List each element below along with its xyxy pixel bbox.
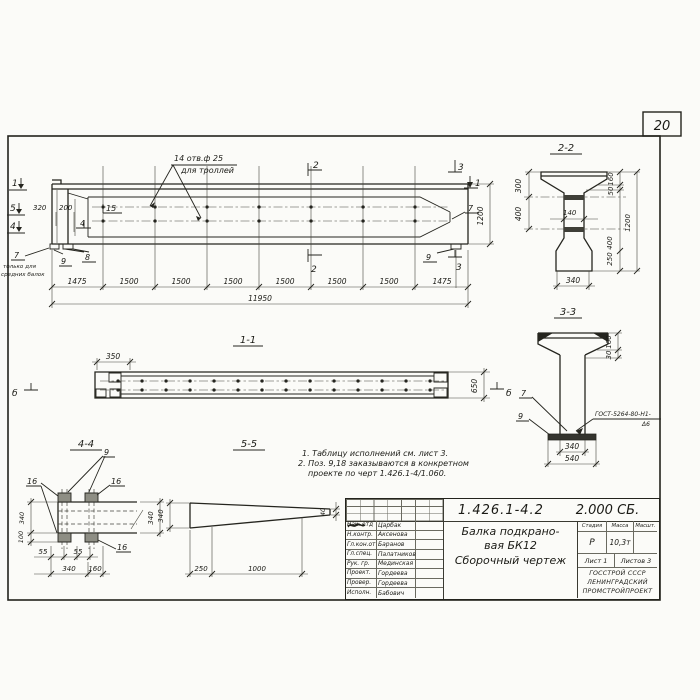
dim-seg-8: 1475 [432, 277, 452, 286]
elevation-view [1, 154, 494, 308]
sig-name: Аксенова [377, 531, 416, 540]
sig-role: Исполн. [346, 588, 377, 598]
support-pads [50, 244, 461, 249]
dim-250: 250 [606, 252, 614, 266]
pos-7: 7 [521, 389, 527, 398]
dim-seg-6: 1500 [327, 277, 347, 286]
pos-label-9: 9 [61, 257, 67, 266]
sig-name: Палатников [378, 550, 416, 558]
org-line3: ПРОМСТРОЙПРОЕКТ [582, 587, 653, 595]
pos-16-right: 16 [111, 477, 122, 486]
signature-mark [416, 579, 443, 588]
drawing-title-line3: Сборочный чертеж [454, 553, 567, 567]
section-2-2-title: 2-2 [557, 143, 575, 154]
dim-340-right: 340 [147, 511, 155, 525]
sig-row [346, 588, 443, 598]
section-mark-3-top: 3 [458, 163, 464, 173]
dim-160-sec44: 160 [88, 565, 102, 573]
section-5-5-title: 5-5 [240, 439, 258, 450]
signature-table [346, 521, 443, 598]
dim-55-b: 55 [73, 548, 83, 556]
note-only-line2: средних балок [1, 272, 45, 278]
dim-160-sec33: 160 [605, 335, 613, 349]
stage-header: Стадия [578, 521, 607, 531]
pos-16-bottom: 16 [117, 543, 128, 552]
notes-block [298, 449, 469, 478]
section-mark-2-top: 2 [313, 161, 319, 171]
mass-header: Масса [607, 521, 634, 531]
page-number: 20 [653, 119, 671, 134]
dim-400-left: 400 [514, 206, 523, 222]
section-4-4-title: 4-4 [77, 439, 95, 450]
doc-number-row [444, 499, 657, 521]
section-3-3-title: 3-3 [559, 307, 577, 318]
plan-holes [118, 381, 430, 390]
note-line-2: 2. Поз. 9,18 заказываются в конкретном [298, 459, 469, 468]
dim-300: 300 [514, 178, 523, 194]
signature-mark [416, 550, 443, 559]
weld-note: ГОСТ-5264-80-Н1- [595, 411, 651, 418]
sig-role: Гл.спец. [346, 550, 377, 559]
dim-350: 350 [105, 352, 121, 361]
dim-340-left: 340 [18, 511, 26, 525]
section-mark-b-left: б [12, 389, 18, 399]
section-mark-3-bottom: 3 [456, 263, 462, 273]
revision-grid [346, 499, 443, 521]
stage-values-row [578, 532, 657, 554]
holes-note-line2: для троллей [181, 166, 234, 175]
drawing-title-line1: Балка подкрано- [461, 525, 560, 538]
sig-role: Рук. гр. [346, 560, 377, 569]
section-2-2 [514, 143, 640, 290]
dim-seg-3: 1500 [171, 277, 191, 286]
sheet-count-row [578, 554, 657, 568]
sig-name: Баранов [377, 540, 416, 549]
dim-340-sec55: 340 [157, 509, 165, 523]
pos-label-8: 8 [85, 253, 91, 262]
dim-seg-4: 1500 [223, 277, 243, 286]
dim-1200-sec: 1200 [624, 214, 632, 232]
sig-row [346, 579, 443, 589]
stage-value: Р [578, 532, 607, 553]
mass-value: 10,3т [607, 532, 634, 553]
sig-name: Мединская [377, 560, 416, 569]
sig-name: Гордеева [377, 569, 416, 578]
dim-seg-7: 1500 [379, 277, 399, 286]
dim-total: 11950 [248, 294, 272, 303]
dim-1000: 1000 [248, 565, 266, 573]
dim-340-bottom: 340 [62, 565, 76, 573]
dim-seg-2: 1500 [119, 277, 139, 286]
dim-50: 50 [607, 186, 615, 196]
doc-number: 1.426.1-4.2 [457, 502, 544, 518]
section-mark-b-right: б [506, 389, 512, 399]
dim-40: 40 [319, 507, 327, 517]
dim-55-a: 55 [38, 548, 48, 556]
section-4-4 [17, 439, 164, 577]
dim-30: 30 [605, 350, 613, 360]
section-1-1 [12, 335, 512, 402]
sig-role: Проект. [346, 569, 377, 578]
scale-value [634, 532, 657, 553]
section-mark-5-left: 5 [10, 204, 16, 214]
sig-name: Гордеева [377, 579, 416, 588]
section-1-1-title: 1-1 [239, 335, 257, 346]
sig-role: Гл.кон.от [347, 541, 376, 548]
dim-100: 100 [17, 530, 25, 544]
drawing-title [444, 521, 577, 598]
sig-row [346, 531, 443, 541]
note-line-3: проекте по черт 1.426.1-4/1.060. [308, 469, 447, 478]
dim-400-right: 400 [606, 236, 614, 250]
sig-role: Нач. отд [346, 521, 377, 530]
dim-140: 140 [563, 209, 577, 217]
stage-header-row [578, 521, 657, 532]
section-mark-1-left: 1 [12, 179, 18, 189]
title-block [345, 498, 660, 600]
bolt-pads [58, 493, 98, 542]
base-plate [548, 434, 596, 440]
sig-name: Царбак [377, 521, 416, 530]
pos-label-15: 15 [106, 204, 117, 213]
signature-mark [416, 540, 443, 549]
pos-9: 9 [518, 412, 524, 421]
dim-650: 650 [470, 378, 479, 394]
dim-seg-5: 1500 [275, 277, 295, 286]
section-mark-1-right: 1 [475, 179, 481, 189]
dim-340-sec33: 340 [564, 442, 580, 451]
dim-seg-1: 1475 [67, 277, 87, 286]
section-3-3 [516, 307, 661, 467]
dim-160: 160 [607, 172, 615, 186]
pos-label-9-right: 9 [426, 253, 432, 262]
pos-label-7-right: 7 [468, 204, 474, 213]
pos-9-sec44: 9 [104, 448, 110, 457]
note-only-line1: только для [3, 264, 36, 270]
drawing-title-line2: вая БК12 [484, 539, 537, 553]
sheets-label: Листов 3 [620, 556, 652, 565]
pos-16-left: 16 [27, 477, 38, 486]
weld-note-2: Δ6 [642, 421, 650, 428]
signature-mark [416, 588, 443, 598]
holes-note-line1: 14 отв.ф 25 [174, 154, 224, 163]
scale-header: Масшт. [635, 523, 656, 529]
organization [578, 568, 657, 602]
dim-340: 340 [565, 276, 581, 285]
title-block-right [578, 521, 657, 598]
signature-mark [416, 531, 443, 540]
sheet-label: Лист 1 [578, 554, 615, 567]
signature-mark [416, 521, 443, 530]
org-line1: ГОССТРОЙ СССР [589, 570, 646, 577]
dim-320: 320 [33, 204, 47, 212]
section-mark-4-left: 4 [10, 222, 16, 232]
sig-role: Н.контр. [346, 531, 377, 540]
sig-row [346, 550, 443, 560]
dim-250: 250 [194, 565, 208, 573]
pos-label-7: 7 [14, 251, 20, 260]
note-line-1: 1. Таблицу исполнений см. лист 3. [302, 449, 449, 458]
signature-mark [416, 560, 443, 569]
sig-role: Провер. [346, 579, 377, 588]
section-mark-4-mid: 4 [80, 219, 86, 228]
section-mark-2-bottom: 2 [311, 265, 317, 275]
sig-row [346, 540, 443, 550]
signature-mark [416, 569, 443, 578]
dim-200: 200 [59, 204, 73, 212]
doc-code: 2.000 СБ. [575, 502, 640, 518]
dim-540: 540 [564, 454, 580, 463]
sig-row [346, 569, 443, 579]
org-line2: ЛЕНИНГРАДСКИЙ [587, 578, 648, 586]
sig-name: Бабович [377, 588, 416, 598]
sig-row [346, 560, 443, 570]
dim-1200: 1200 [476, 206, 485, 226]
